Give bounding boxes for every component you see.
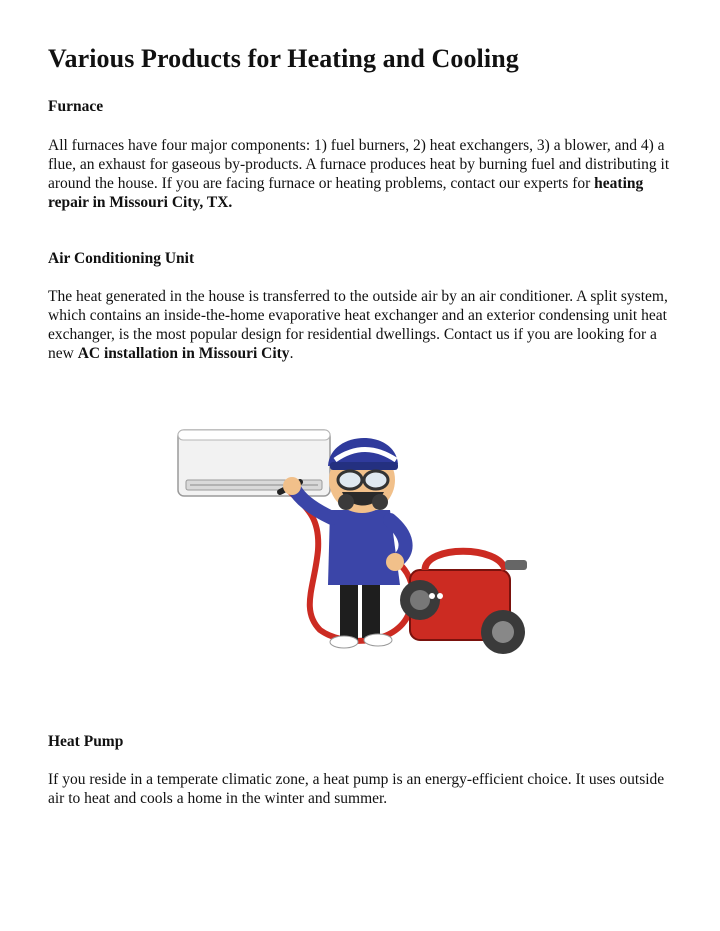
furnace-text: All furnaces have four major components: 1) fuel burners, 2) heat exchangers, 3) a blower, and 4) a flue, an exhaust for gaseous by-products. A furnace produces heat by burning fuel and distributing it around the house. If you are facing furnace or heating problems, contact our experts for [48,137,670,192]
section-heading-heat-pump: Heat Pump [48,733,124,750]
section-text-heat-pump: If you reside in a temperate climatic zone, a heat pump is an energy-efficient choice. It uses outside air to heat and cools a home in the winter and summer. [48,771,665,807]
ac-unit [178,430,330,496]
section-heading-ac: Air Conditioning Unit [48,250,195,267]
ac-text: The heat generated in the house is transferred to the outside air by an air conditioner. A split system, which contains an inside-the-home evaporative heat exchanger and an exterior condensing unit heat exchanger, is the most popular design for residential dwellings. Contact us if you are looking for a new [48,288,668,362]
section-text-furnace [48,136,678,212]
section-heading-furnace: Furnace [48,98,104,115]
technician-illustration [170,410,540,660]
ac-text-end: . [289,345,294,362]
vacuum-cart [400,551,527,654]
page-title: Various Products for Heating and Cooling [48,44,519,73]
furnace-link-text: heating repair in Missouri City, TX. [48,175,644,211]
ac-link-text: AC installation in Missouri City [77,345,290,362]
section-text-ac [48,287,678,363]
